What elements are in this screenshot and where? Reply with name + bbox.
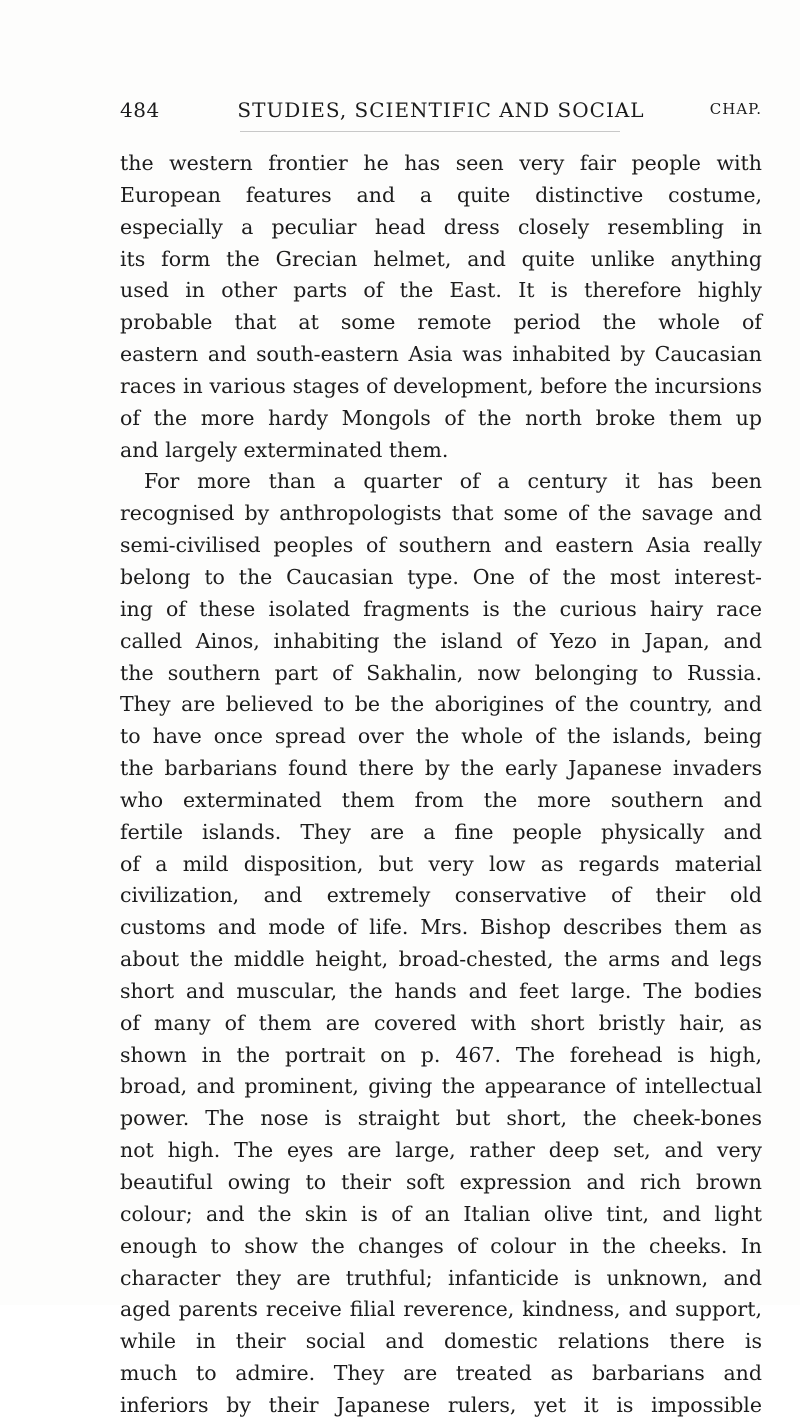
text-line: European features and a quite distinctive costume, bbox=[120, 182, 762, 207]
text-line: civilization, and extremely conservative of their old bbox=[120, 883, 762, 908]
text-line: beautiful owing to their soft expression and rich brown bbox=[120, 1170, 762, 1194]
running-title: STUDIES, SCIENTIFIC AND SOCIAL bbox=[237, 98, 645, 122]
text-line: short and muscular, the hands and feet large. The bodies bbox=[120, 978, 762, 1003]
text-line: not high. The eyes are large, rather deep set, and very bbox=[120, 1138, 762, 1163]
text-line: eastern and south-eastern Asia was inhabited by Caucasian bbox=[120, 342, 762, 367]
text-line: inferiors by their Japanese rulers, yet it is impossible bbox=[120, 1392, 762, 1417]
text-line: aged parents receive filial reverence, kindness, and support, bbox=[120, 1297, 762, 1322]
text-line: fertile islands. They are a fine people physically and bbox=[120, 819, 762, 844]
page-number: 484 bbox=[120, 98, 160, 122]
text-line: much to admire. They are treated as barbarians and bbox=[120, 1361, 762, 1386]
text-line: recognised by anthropologists that some of the savage and bbox=[120, 501, 762, 526]
text-line: broad, and prominent, giving the appearance of intellectual bbox=[120, 1074, 762, 1099]
text-line: of many of them are covered with short bristly hair, as bbox=[120, 1010, 762, 1035]
text-line: and largely exterminated them. bbox=[120, 437, 449, 462]
text-line: the southern part of Sakhalin, now belonging to Russia. bbox=[120, 660, 762, 685]
text-line: used in other parts of the East. It is therefore highly bbox=[120, 278, 762, 303]
text-line: semi-civilised peoples of southern and eastern Asia really bbox=[120, 533, 762, 558]
text-line: enough to show the changes of colour in the cheeks. In bbox=[120, 1233, 762, 1258]
text-line: shown in the portrait on p. 467. The forehead is high, bbox=[120, 1042, 762, 1067]
text-line: For more than a quarter of a century it has been bbox=[144, 469, 762, 494]
text-line: colour; and the skin is of an Italian olive tint, and light bbox=[120, 1201, 762, 1226]
running-head bbox=[120, 98, 762, 128]
text-line: about the middle height, broad-chested, the arms and legs bbox=[120, 947, 762, 972]
text-line: ing of these isolated fragments is the curious hairy race bbox=[120, 596, 762, 621]
text-line: who exterminated them from the more southern and bbox=[120, 787, 762, 812]
text-line: belong to the Caucasian type. One of the most interest- bbox=[120, 564, 762, 589]
text-line: called Ainos, inhabiting the island of Yezo in Japan, and bbox=[120, 628, 762, 653]
text-line: to have once spread over the whole of the islands, being bbox=[120, 724, 762, 749]
body-text bbox=[120, 148, 762, 1422]
text-line: especially a peculiar head dress closely resembling in bbox=[120, 214, 762, 239]
text-line: races in various stages of development, before the incursions bbox=[120, 373, 762, 398]
chapter-label: CHAP. bbox=[709, 100, 762, 118]
text-line: of a mild disposition, but very low as regards material bbox=[120, 851, 762, 876]
header-rule bbox=[240, 131, 620, 132]
text-line: customs and mode of life. Mrs. Bishop describes them as bbox=[120, 915, 762, 940]
text-line: probable that at some remote period the whole of bbox=[120, 310, 762, 335]
text-line: the barbarians found there by the early Japanese invaders bbox=[120, 756, 762, 781]
text-line: power. The nose is straight but short, the cheek-bones bbox=[120, 1106, 762, 1131]
text-line: while in their social and domestic relations there is bbox=[120, 1329, 762, 1354]
text-line: its form the Grecian helmet, and quite unlike anything bbox=[120, 246, 762, 271]
text-line: of the more hardy Mongols of the north broke them up bbox=[120, 405, 762, 430]
text-line: They are believed to be the aborigines of the country, and bbox=[120, 692, 762, 717]
text-line: character they are truthful; infanticide is unknown, and bbox=[120, 1265, 762, 1290]
text-line: the western frontier he has seen very fair people with bbox=[120, 151, 762, 175]
